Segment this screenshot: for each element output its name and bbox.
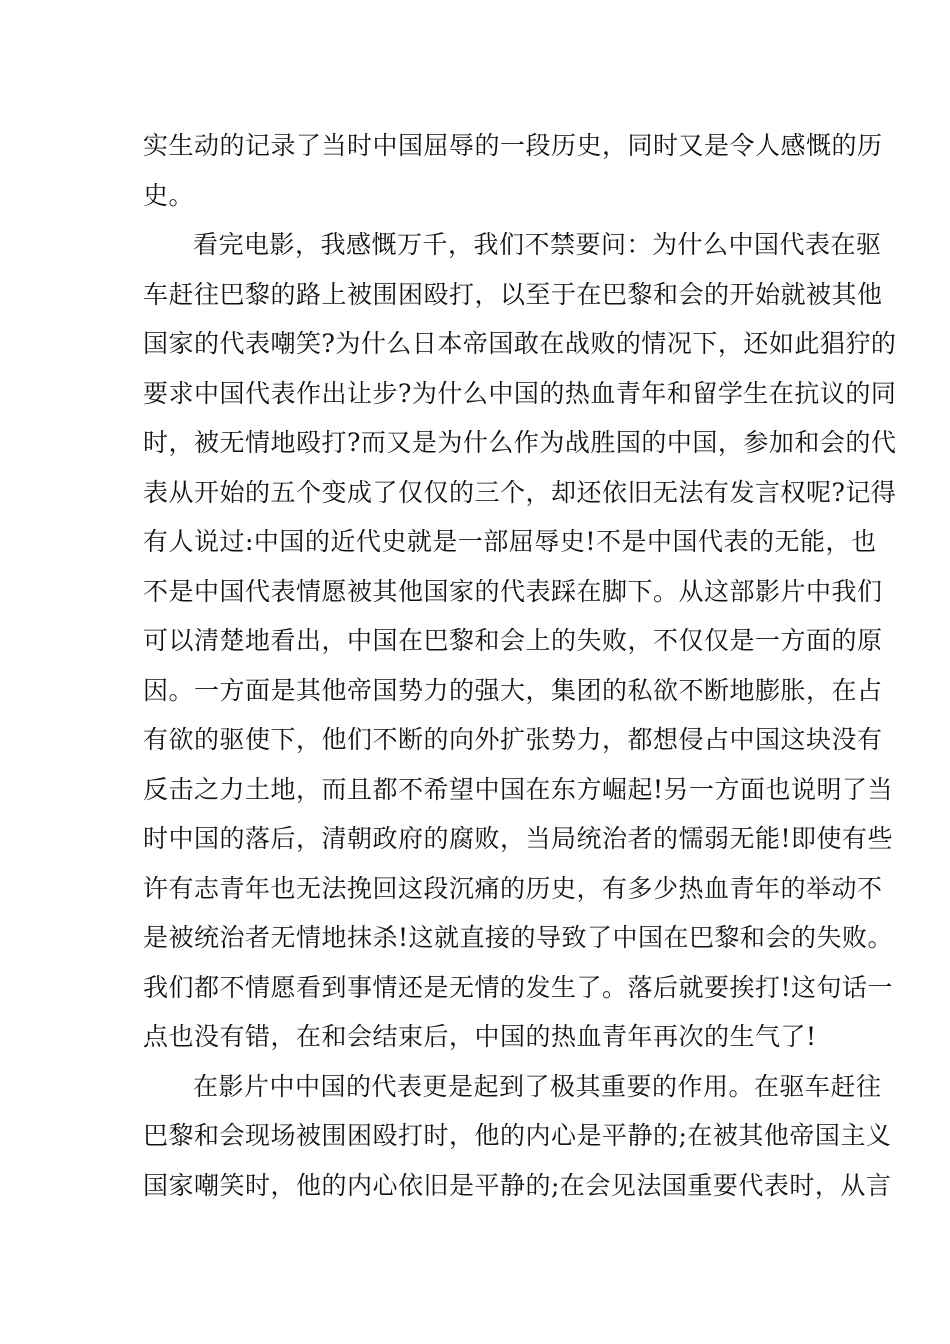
text-line: 反击之力土地，而且都不希望中国在东方崛起!另一方面也说明了当 (143, 774, 894, 804)
text-line: 有人说过:中国的近代史就是一部屈辱史!不是中国代表的无能，也 (143, 527, 877, 556)
text-line: 有欲的驱使下，他们不断的向外扩张势力，都想侵占中国这块没有 (143, 725, 883, 754)
text-line: 国家嘲笑时，他的内心依旧是平静的;在会见法国重要代表时，从言 (143, 1170, 892, 1200)
text-line: 不是中国代表情愿被其他国家的代表踩在脚下。从这部影片中我们 (143, 576, 883, 606)
text-line: 可以清楚地看出，中国在巴黎和会上的失败，不仅仅是一方面的原 (143, 626, 883, 655)
text-line: 点也没有错，在和会结束后，中国的热血青年再次的生气了! (143, 1022, 817, 1051)
text-line: 是被统治者无情地抹杀!这就直接的导致了中国在巴黎和会的失败。 (143, 923, 894, 952)
text-line: 史。 (143, 180, 195, 210)
text-line: 看完电影，我感慨万千，我们不禁要问：为什么中国代表在驱 (193, 230, 882, 259)
text-line: 许有志青年也无法挽回这段沉痛的历史，有多少热血青年的举动不 (143, 873, 883, 903)
text-line: 在影片中中国的代表更是起到了极其重要的作用。在驱车赶往 (193, 1071, 882, 1101)
text-line: 我们都不情愿看到事情还是无情的发生了。落后就要挨打!这句话一 (143, 972, 894, 1002)
body-text (143, 121, 897, 1210)
text-line: 车赶往巴黎的路上被围困殴打，以至于在巴黎和会的开始就被其他 (143, 279, 883, 309)
text-line: 表从开始的五个变成了仅仅的三个，却还依旧无法有发言权呢?记得 (143, 477, 897, 507)
text-line: 巴黎和会现场被围困殴打时，他的内心是平静的;在被其他帝国主义 (143, 1121, 892, 1150)
text-line: 时，被无情地殴打?而又是为什么作为战胜国的中国，参加和会的代 (143, 428, 897, 457)
text-line: 国家的代表嘲笑?为什么日本帝国敢在战败的情况下，还如此猖狞的 (143, 329, 897, 358)
text-line: 因。一方面是其他帝国势力的强大，集团的私欲不断地膨胀，在占 (143, 675, 883, 705)
text-line: 要求中国代表作出让步?为什么中国的热血青年和留学生在抗议的同 (143, 378, 897, 408)
text-line: 实生动的记录了当时中国屈辱的一段历史，同时又是令人感慨的历 (143, 131, 883, 160)
text-line: 时中国的落后，清朝政府的腐败，当局统治者的懦弱无能!即使有些 (143, 824, 894, 853)
